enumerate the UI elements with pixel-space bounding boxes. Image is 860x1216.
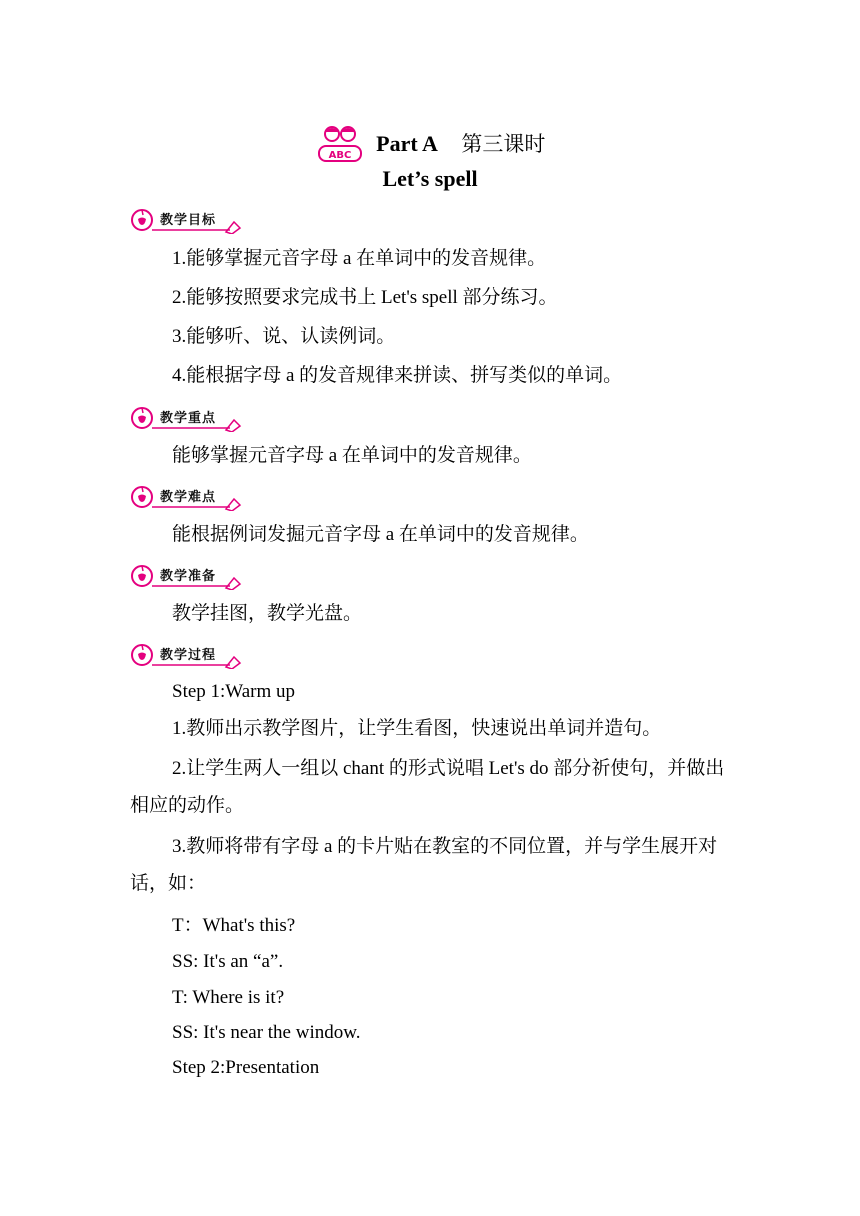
dialogue-line: SS: It's near the window. (172, 1022, 361, 1043)
process-paragraph: 1.教师出示教学图片，让学生看图，快速说出单词并造句。 (172, 718, 662, 739)
part-label: Part A (376, 131, 438, 156)
page-subtitle: Let’s spell (382, 166, 478, 191)
objective-item: 2.能够按照要求完成书上 Let's spell 部分练习。 (172, 287, 558, 308)
section-heading-difficulties (130, 483, 250, 511)
step-heading: Step 1:Warm up (172, 681, 296, 702)
section-heading-text: 教学难点 (160, 490, 217, 505)
process-paragraph: 3.教师将带有字母 a 的卡片贴在教室的不同位置，并与学生展开对话，如： (130, 836, 718, 894)
preparation-text: 教学挂图，教学光盘。 (172, 603, 363, 624)
process-paragraph: 2.让学生两人一组以 chant 的形式说唱 Let's do 部分祈使句，并做出相应的动作。 (130, 758, 725, 816)
objective-item: 4.能根据字母 a 的发音规律来拼读、拼写类似的单词。 (172, 365, 623, 386)
lesson-label: 第三课时 (461, 132, 546, 156)
objective-item: 1.能够掌握元音字母 a 在单词中的发音规律。 (172, 248, 547, 269)
difficulties-text: 能根据例词发掘元音字母 a 在单词中的发音规律。 (172, 524, 589, 545)
dialogue-line: T：What's this? (172, 915, 296, 936)
dialogue-line: SS: It's an “a”. (172, 951, 284, 972)
section-heading-text: 教学目标 (160, 213, 217, 228)
section-heading-objectives (130, 206, 250, 234)
section-heading-process (130, 641, 250, 669)
dialogue-line: T: Where is it? (172, 987, 285, 1008)
step-heading: Step 2:Presentation (172, 1057, 320, 1078)
section-heading-text: 教学重点 (160, 411, 217, 426)
section-heading-key-points (130, 404, 250, 432)
logo-text: ABC (328, 150, 351, 161)
key-points-text: 能够掌握元音字母 a 在单词中的发音规律。 (172, 445, 532, 466)
abc-kids-logo-icon (315, 124, 365, 164)
lesson-title (0, 124, 860, 164)
section-heading-text: 教学准备 (160, 569, 217, 584)
objective-item: 3.能够听、说、认读例词。 (172, 326, 396, 347)
section-heading-preparation (130, 562, 250, 590)
section-heading-text: 教学过程 (160, 648, 217, 663)
